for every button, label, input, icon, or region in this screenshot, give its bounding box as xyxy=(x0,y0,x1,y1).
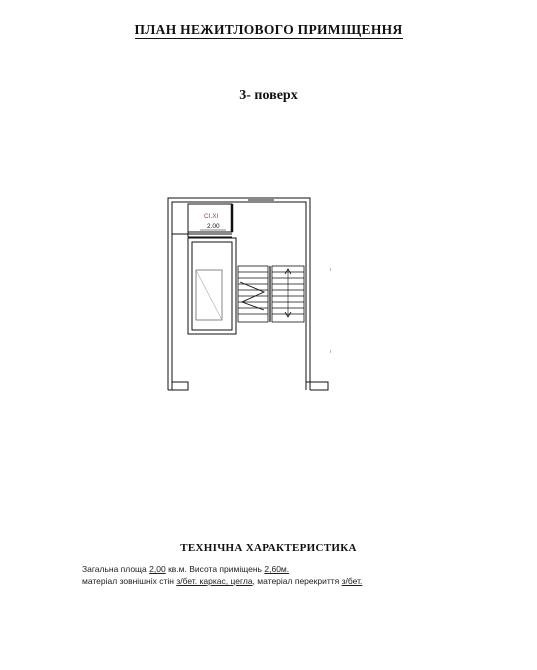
staircase xyxy=(238,266,304,322)
room-code-label: CI.XI xyxy=(204,213,219,220)
walls-value: з/бет. каркас, цегла xyxy=(176,576,253,586)
document-title-text: ПЛАН НЕЖИТЛОВОГО ПРИМІЩЕННЯ xyxy=(134,22,403,37)
room-ci-xi-walls xyxy=(172,204,232,237)
floor-label: 3- поверх xyxy=(239,88,298,103)
area-prefix: Загальна площа xyxy=(82,564,147,574)
tech-heading: ТЕХНІЧНА ХАРАКТЕРИСТИКА xyxy=(180,542,357,554)
spec-line-materials xyxy=(82,575,362,587)
walls-prefix: матеріал зовнішніх стін xyxy=(82,576,174,586)
height-value: 2,60м. xyxy=(264,564,290,574)
document-title xyxy=(0,22,537,38)
room-area-label: 2.00 xyxy=(207,223,220,230)
floor-plan xyxy=(160,190,335,410)
lift-shaft xyxy=(188,238,236,334)
floor-value: з/бет. xyxy=(341,576,363,586)
floor-prefix: , матеріал перекриття xyxy=(252,576,340,586)
window xyxy=(248,198,274,202)
tech-specs xyxy=(82,563,362,587)
area-unit: кв.м. Висота приміщень xyxy=(168,564,262,574)
spec-line-area xyxy=(82,563,362,575)
area-value: 2,00 xyxy=(149,564,166,574)
